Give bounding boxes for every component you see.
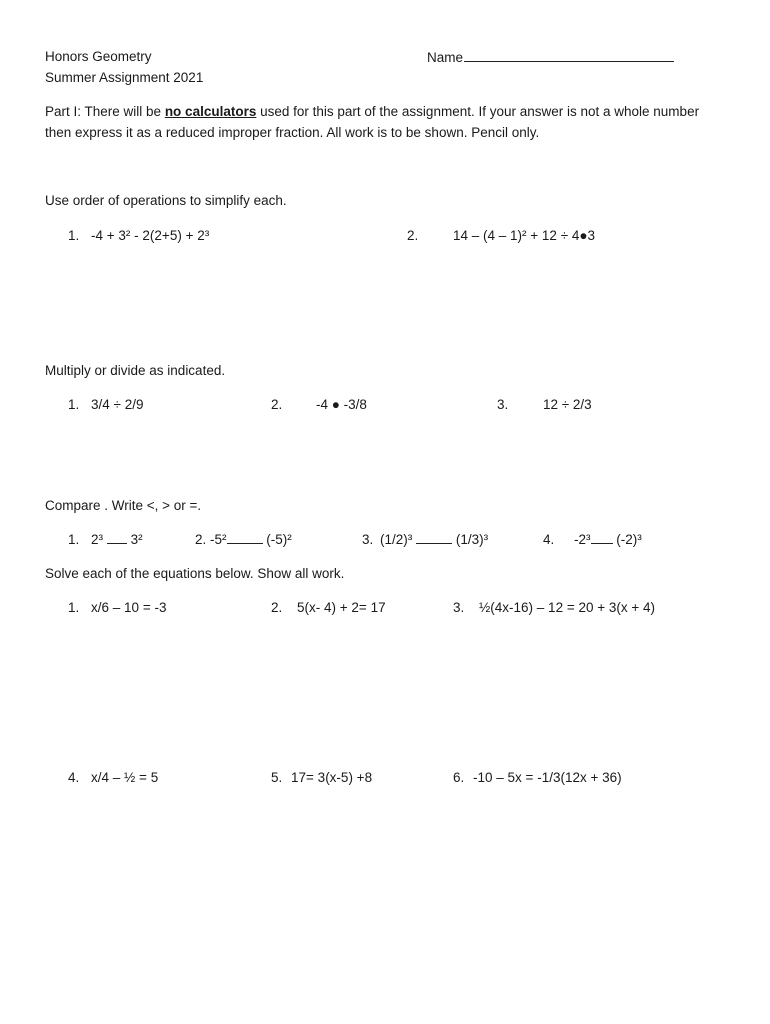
problem-number: 1.: [68, 532, 80, 547]
name-label: Name: [427, 50, 464, 65]
problem-expression: x/6 – 10 = -3: [91, 600, 167, 615]
problem-number: 2.: [195, 532, 207, 547]
problem-number: 1.: [68, 228, 80, 243]
md-problem-3: [497, 397, 592, 412]
compare-heading: Compare . Write <, > or =.: [45, 498, 202, 513]
name-field[interactable]: [427, 49, 674, 65]
course-title: Honors Geometry: [45, 49, 152, 64]
compare-answer-blank[interactable]: [107, 532, 127, 544]
problem-number: 3.: [453, 600, 465, 615]
md-problem-2: [271, 397, 367, 412]
problem-expression: 12 ÷ 2/3: [543, 397, 592, 412]
part-label: Part I: There will be: [45, 104, 165, 119]
problem-expression: -4 + 3² - 2(2+5) + 2³: [91, 228, 210, 243]
eq-problem-1: [68, 600, 166, 615]
problem-number: 1.: [68, 397, 80, 412]
eq-problem-5: [271, 770, 372, 785]
compare-problem-2: [195, 532, 292, 547]
problem-expression: -4 ● -3/8: [316, 397, 367, 412]
compare-left: (1/2)³: [380, 532, 413, 547]
eq-problem-2: [271, 600, 386, 615]
problem-number: 2.: [271, 397, 283, 412]
eq-problem-3: [453, 600, 655, 615]
problem-number: 2.: [271, 600, 283, 615]
problem-number: 4.: [68, 770, 80, 785]
compare-left: -2³: [574, 532, 591, 547]
assignment-title: Summer Assignment 2021: [45, 70, 204, 85]
problem-expression: 3/4 ÷ 2/9: [91, 397, 144, 412]
multiply-divide-heading: Multiply or divide as indicated.: [45, 363, 226, 378]
problem-number: 5.: [271, 770, 283, 785]
problem-number: 2.: [407, 228, 419, 243]
instructions-line1: [45, 104, 699, 119]
problem-number: 4.: [543, 532, 555, 547]
problem-expression: x/4 – ½ = 5: [91, 770, 159, 785]
problem-number: 6.: [453, 770, 465, 785]
compare-left: -5²: [210, 532, 227, 547]
compare-answer-blank[interactable]: [591, 532, 613, 544]
md-problem-1: [68, 397, 143, 412]
compare-left: 2³: [91, 532, 104, 547]
compare-answer-blank[interactable]: [416, 532, 452, 544]
compare-answer-blank[interactable]: [227, 532, 263, 544]
no-calculators-emphasis: no calculators: [164, 104, 257, 119]
compare-problem-3: [362, 532, 488, 547]
problem-expression: ½(4x-16) – 12 = 20 + 3(x + 4): [479, 600, 656, 615]
compare-right: (-5)²: [266, 532, 292, 547]
instructions-line2: then express it as a reduced improper fraction. All work is to be shown. Pencil only.: [45, 125, 540, 140]
equations-heading: Solve each of the equations below. Show all work.: [45, 566, 345, 581]
problem-number: 3.: [497, 397, 509, 412]
eq-problem-4: [68, 770, 158, 785]
compare-right: 3²: [130, 532, 143, 547]
problem-expression: -10 – 5x = -1/3(12x + 36): [473, 770, 622, 785]
eq-problem-6: [453, 770, 622, 785]
problem-expression: 5(x- 4) + 2= 17: [297, 600, 386, 615]
problem-expression: 14 – (4 – 1)² + 12 ÷ 4●3: [453, 228, 596, 243]
compare-right: (-2)³: [616, 532, 642, 547]
compare-problem-4: [543, 532, 642, 547]
problem-number: 3.: [362, 532, 374, 547]
oo-problem-1: [68, 228, 209, 243]
compare-problem-1: [68, 532, 143, 547]
problem-expression: 17= 3(x-5) +8: [291, 770, 373, 785]
problem-number: 1.: [68, 600, 80, 615]
oo-problem-2: [407, 228, 596, 243]
order-of-operations-heading: Use order of operations to simplify each.: [45, 193, 287, 208]
name-blank[interactable]: [464, 49, 674, 62]
instructions-rest: used for this part of the assignment. If your answer is not a whole number: [256, 104, 700, 119]
compare-right: (1/3)³: [455, 532, 489, 547]
